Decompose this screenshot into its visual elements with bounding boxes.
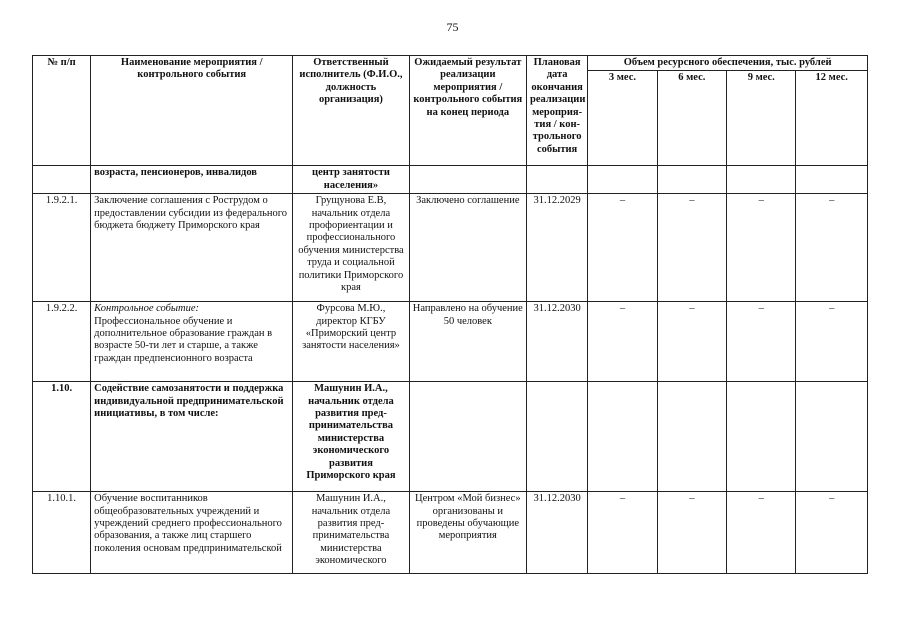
row-3-months: – [588,194,657,302]
row-num: 1.10.1. [33,492,91,574]
header-3-months: 3 мес. [588,71,657,166]
row-date: 31.12.2029 [527,194,588,302]
row-result: Центром «Мой бизнес» организованы и проведены обучающие мероприятия [409,492,526,574]
row-12-months [796,382,868,492]
row-responsible: Машунин И.А., начальник отдела развития пред-принимательства министерства экономического [293,492,409,574]
row-6-months: – [657,492,726,574]
row-num [33,166,91,194]
activity-table [32,55,868,574]
row-name-cell [91,302,293,382]
row-6-months: – [657,302,726,382]
row-6-months [657,166,726,194]
header-date: Плановая дата окончания реализации мероприя-тия / кон-трольного события [527,56,588,166]
page-number: 75 [446,20,459,34]
row-responsible: центр занятости населения» [293,166,409,194]
row-3-months [588,166,657,194]
row-result: Заключено соглашение [409,194,526,302]
row-12-months: – [796,492,868,574]
table-row [33,194,868,302]
row-12-months: – [796,194,868,302]
control-event-label: Контрольное событие: [94,303,200,315]
row-3-months: – [588,302,657,382]
header-9-months: 9 мес. [727,71,796,166]
row-result [409,166,526,194]
table-row [33,382,868,492]
table-row [33,302,868,382]
row-name: Профессиональное обучение и дополнительное образование граждан в возрасте 50-ти лет и старше, а также граждан предпенсионного возраста [94,315,273,364]
header-name: Наименование мероприятия / контрольного события [91,56,293,166]
row-result [409,382,526,492]
row-date [527,166,588,194]
row-num: 1.10. [33,382,91,492]
row-9-months [727,382,796,492]
row-name: возраста, пенсионеров, инвалидов [91,166,293,194]
row-num: 1.9.2.2. [33,302,91,382]
row-9-months [727,166,796,194]
row-name: Содействие самозанятости и поддержка индивидуальной предпринимательской инициативы, в том числе: [91,382,293,492]
row-date: 31.12.2030 [527,492,588,574]
row-name: Заключение соглашения с Рострудом о предоставлении субсидии из федерального бюджета бюджету Приморского края [91,194,293,302]
row-3-months: – [588,492,657,574]
header-6-months: 6 мес. [657,71,726,166]
row-result: Направлено на обучение 50 человек [409,302,526,382]
row-responsible: Фурсова М.Ю., директор КГБУ «Приморский центр занятости населения» [293,302,409,382]
row-9-months: – [727,302,796,382]
row-num: 1.9.2.1. [33,194,91,302]
row-responsible: Машунин И.А., начальник отдела развития пред-принимательства министерства экономического развития Приморского края [293,382,409,492]
row-6-months: – [657,194,726,302]
header-num: № п/п [33,56,91,166]
row-9-months: – [727,194,796,302]
row-3-months [588,382,657,492]
header-12-months: 12 мес. [796,71,868,166]
table-row [33,492,868,574]
row-date [527,382,588,492]
header-result: Ожидаемый результат реализации мероприятия / контрольного события на конец периода [409,56,526,166]
header-resources: Объем ресурсного обеспечения, тыс. рублей [588,56,868,71]
header-responsible: Ответственный исполнитель (Ф.И.О., должность организация) [293,56,409,166]
row-12-months [796,166,868,194]
row-6-months [657,382,726,492]
row-responsible: Грущунова Е.В, начальник отдела профориентации и профессионального обучения министерства труда и социальной политики Приморского края [293,194,409,302]
row-9-months: – [727,492,796,574]
row-date: 31.12.2030 [527,302,588,382]
row-12-months: – [796,302,868,382]
table-row [33,166,868,194]
row-name: Обучение воспитанников общеобразовательных учреждений и учреждений среднего профессионального образования, а также лиц старшего поколения основам предпринимательской [91,492,293,574]
